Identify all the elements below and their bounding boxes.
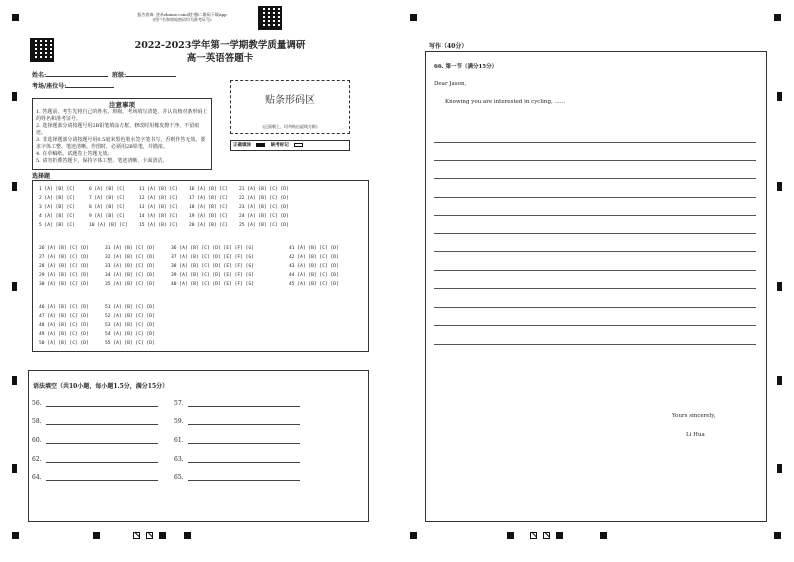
grammar-answer-line[interactable]: 58. xyxy=(32,418,158,425)
choice-item[interactable]: 50 [A] [B] [C] [D] xyxy=(39,341,89,346)
choice-item[interactable]: 13 [A] [B] [C] xyxy=(139,205,178,210)
writing-line[interactable] xyxy=(434,288,756,289)
choice-block-2 xyxy=(39,244,368,289)
choice-item[interactable]: 47 [A] [B] [C] [D] xyxy=(39,314,89,319)
choice-item[interactable]: 11 [A] [B] [C] xyxy=(139,187,178,192)
choice-item[interactable]: 41 [A] [B] [C] [D] xyxy=(289,246,339,251)
choice-block-1 xyxy=(39,185,368,230)
choice-item[interactable]: 38 [A] [B] [C] [D] [E] [F] [G] xyxy=(171,264,254,269)
choice-item[interactable]: 6 [A] [B] [C] xyxy=(89,187,125,192)
notes-item: 4. 在草稿纸、试题卷上答题无效。 xyxy=(36,151,113,157)
timing-mark xyxy=(12,182,17,191)
choice-item[interactable]: 29 [A] [B] [C] [D] xyxy=(39,273,89,278)
page-id-box xyxy=(159,532,166,539)
qr-code-icon xyxy=(30,38,54,62)
writing-line[interactable] xyxy=(434,160,756,161)
choice-block-3 xyxy=(39,303,368,348)
timing-mark xyxy=(12,282,17,291)
exam-title: 2022-2023学年第一学期教学质量调研 xyxy=(134,40,306,51)
notes-item: 1. 答题前，考生先将自己的姓名、班级、考场填写清楚，并认真核对条形码上的姓名和准考证号。 xyxy=(36,109,208,122)
room-seat-field[interactable]: 考场/座位号: xyxy=(32,81,114,90)
timing-mark xyxy=(12,532,19,539)
notes-item: 3. 非选择题部分请按题号用0.5毫米黑色墨水签字笔书写，否则作答无效。要求字体工整、笔迹清晰。作图时，必须用2B铅笔，并描浓。 xyxy=(36,137,206,150)
writing-line[interactable] xyxy=(434,307,756,308)
choice-item[interactable]: 22 [A] [B] [C] [D] xyxy=(239,196,289,201)
timing-mark xyxy=(12,14,19,21)
choice-item[interactable]: 30 [A] [B] [C] [D] xyxy=(39,282,89,287)
notes-item: 2. 选择题部分请按题号用2B铅笔填涂方框，修改时用橡皮擦干净，不留痕迹。 xyxy=(36,123,200,136)
page-id-box xyxy=(556,532,563,539)
choice-title: 选择题 xyxy=(32,173,51,180)
timing-mark xyxy=(774,532,781,539)
timing-mark xyxy=(600,532,607,539)
timing-mark xyxy=(12,376,17,385)
choice-item[interactable]: 27 [A] [B] [C] [D] xyxy=(39,255,89,260)
choice-item[interactable]: 49 [A] [B] [C] [D] xyxy=(39,332,89,337)
timing-mark xyxy=(774,14,781,21)
choice-item[interactable]: 34 [A] [B] [C] [D] xyxy=(105,273,155,278)
barcode-title: 贴条形码区 xyxy=(265,95,315,106)
class-field[interactable]: 班级: xyxy=(112,70,176,79)
grammar-answer-line[interactable]: 61. xyxy=(174,437,300,444)
timing-mark xyxy=(410,532,417,539)
choice-item[interactable]: 46 [A] [B] [C] [D] xyxy=(39,305,89,310)
timing-mark xyxy=(410,14,417,21)
timing-mark xyxy=(777,376,782,385)
fill-legend: 正确填涂 缺考标记 xyxy=(230,140,350,151)
grammar-answer-line[interactable]: 57. xyxy=(174,400,300,407)
choice-item[interactable]: 36 [A] [B] [C] [D] [E] [F] [G] xyxy=(171,246,254,251)
choice-item[interactable]: 8 [A] [B] [C] xyxy=(89,205,125,210)
choice-item[interactable]: 4 [A] [B] [C] xyxy=(39,214,75,219)
choice-item[interactable]: 1 [A] [B] [C] xyxy=(39,187,75,192)
choice-item[interactable]: 45 [A] [B] [C] [D] xyxy=(289,282,339,287)
timing-mark xyxy=(93,532,100,539)
choice-item[interactable]: 16 [A] [B] [C] xyxy=(189,187,228,192)
writing-line[interactable] xyxy=(434,215,756,216)
choice-item[interactable]: 55 [A] [B] [C] [D] xyxy=(105,341,155,346)
choice-item[interactable]: 53 [A] [B] [C] [D] xyxy=(105,323,155,328)
qr-code-icon xyxy=(258,6,282,30)
writing-line[interactable] xyxy=(434,197,756,198)
grammar-answer-line[interactable]: 64. xyxy=(32,474,158,481)
choice-item[interactable]: 2 [A] [B] [C] xyxy=(39,196,75,201)
choice-item[interactable]: 12 [A] [B] [C] xyxy=(139,196,178,201)
page-id-box xyxy=(530,532,537,539)
choice-item[interactable]: 24 [A] [B] [C] [D] xyxy=(239,214,289,219)
writing-title: 写作（40分） xyxy=(429,43,468,50)
notes-item: 5. 请勿折叠答题卡，保持字体工整、笔迹清晰、卡面清洁。 xyxy=(36,158,168,164)
writing-line[interactable] xyxy=(434,270,756,271)
choice-item[interactable]: 14 [A] [B] [C] xyxy=(139,214,178,219)
timing-mark xyxy=(777,282,782,291)
writing-line[interactable] xyxy=(434,251,756,252)
timing-mark xyxy=(184,532,191,539)
grammar-answer-line[interactable]: 59. xyxy=(174,418,300,425)
grammar-answer-line[interactable]: 62. xyxy=(32,456,158,463)
choice-item[interactable]: 32 [A] [B] [C] [D] xyxy=(105,255,155,260)
choice-item[interactable]: 40 [A] [B] [C] [D] [E] [F] [G] xyxy=(171,282,254,287)
opening-sentence: Knowing you are interested in cycling, ...... xyxy=(445,99,565,105)
choice-item[interactable]: 37 [A] [B] [C] [D] [E] [F] [G] xyxy=(171,255,254,260)
signature: Li Hua xyxy=(686,432,705,438)
choice-item[interactable]: 5 [A] [B] [C] xyxy=(39,223,75,228)
choice-item[interactable]: 10 [A] [B] [C] xyxy=(89,223,128,228)
choice-item[interactable]: 39 [A] [B] [C] [D] [E] [F] [G] xyxy=(171,273,254,278)
choice-item[interactable]: 19 [A] [B] [C] xyxy=(189,214,228,219)
choice-item[interactable]: 54 [A] [B] [C] [D] xyxy=(105,332,155,337)
choice-item[interactable]: 43 [A] [B] [C] [D] xyxy=(289,264,339,269)
choice-item[interactable]: 51 [A] [B] [C] [D] xyxy=(105,305,155,310)
choice-item[interactable]: 18 [A] [B] [C] xyxy=(189,205,228,210)
choice-item[interactable]: 3 [A] [B] [C] xyxy=(39,205,75,210)
barcode-sub: (正面朝上，切勿贴出虚线方框) xyxy=(262,124,318,129)
writing-line[interactable] xyxy=(434,325,756,326)
name-field[interactable]: 姓名: xyxy=(32,70,108,79)
notes-title: 注意事项 xyxy=(109,101,135,109)
page-id-box xyxy=(133,532,140,539)
writing-box xyxy=(425,51,767,522)
timing-mark xyxy=(12,92,17,101)
choice-item[interactable]: 35 [A] [B] [C] [D] xyxy=(105,282,155,287)
timing-mark xyxy=(777,464,782,473)
writing-line[interactable] xyxy=(434,344,756,345)
grammar-box xyxy=(28,370,369,522)
choice-item[interactable]: 25 [A] [B] [C] [D] xyxy=(239,223,289,228)
page-id-box xyxy=(146,532,153,539)
choice-item[interactable]: 9 [A] [B] [C] xyxy=(89,214,125,219)
writing-line[interactable] xyxy=(434,178,756,179)
choice-item[interactable]: 20 [A] [B] [C] xyxy=(189,223,228,228)
closing: Yours sincerely, xyxy=(672,413,716,419)
grammar-answer-line[interactable]: 60. xyxy=(32,437,158,444)
grammar-title: 语法填空（共10小题，每小题1.5分，满分15分） xyxy=(33,383,169,390)
choice-item[interactable]: 28 [A] [B] [C] [D] xyxy=(39,264,89,269)
choice-item[interactable]: 26 [A] [B] [C] [D] xyxy=(39,246,89,251)
notes-box xyxy=(32,98,212,170)
grammar-answer-line[interactable]: 56. xyxy=(32,400,158,407)
salutation: Dear Jason, xyxy=(434,81,467,87)
writing-line[interactable] xyxy=(434,142,756,143)
grammar-answer-line[interactable]: 63. xyxy=(174,456,300,463)
choice-item[interactable]: 33 [A] [B] [C] [D] xyxy=(105,264,155,269)
choice-item[interactable]: 48 [A] [B] [C] [D] xyxy=(39,323,89,328)
choice-item[interactable]: 17 [A] [B] [C] xyxy=(189,196,228,201)
choice-item[interactable]: 42 [A] [B] [C] [D] xyxy=(289,255,339,260)
barcode-area xyxy=(230,80,350,134)
grammar-answer-line[interactable]: 65. xyxy=(174,474,300,481)
timing-mark xyxy=(777,182,782,191)
choice-item[interactable]: 23 [A] [B] [C] [D] xyxy=(239,205,289,210)
timing-mark xyxy=(12,464,17,473)
choice-item[interactable]: 15 [A] [B] [C] xyxy=(139,223,178,228)
card-title: 高一英语答题卡 xyxy=(186,53,254,64)
timing-mark xyxy=(777,92,782,101)
writing-section: 66. 第一节（满分15分） xyxy=(434,64,498,70)
choice-item[interactable]: 7 [A] [B] [C] xyxy=(89,196,125,201)
choice-item[interactable]: 52 [A] [B] [C] [D] xyxy=(105,314,155,319)
timing-mark xyxy=(507,532,514,539)
choice-item[interactable]: 31 [A] [B] [C] [D] xyxy=(105,246,155,251)
page-id-box xyxy=(543,532,550,539)
writing-line[interactable] xyxy=(434,233,756,234)
report-notice: 报告查询: 登录zhixue.com或扫描二维码下载App (用户名和初始密码均为准考证号) xyxy=(137,12,227,22)
choice-item[interactable]: 21 [A] [B] [C] [D] xyxy=(239,187,289,192)
choice-box xyxy=(32,180,369,352)
choice-item[interactable]: 44 [A] [B] [C] [D] xyxy=(289,273,339,278)
